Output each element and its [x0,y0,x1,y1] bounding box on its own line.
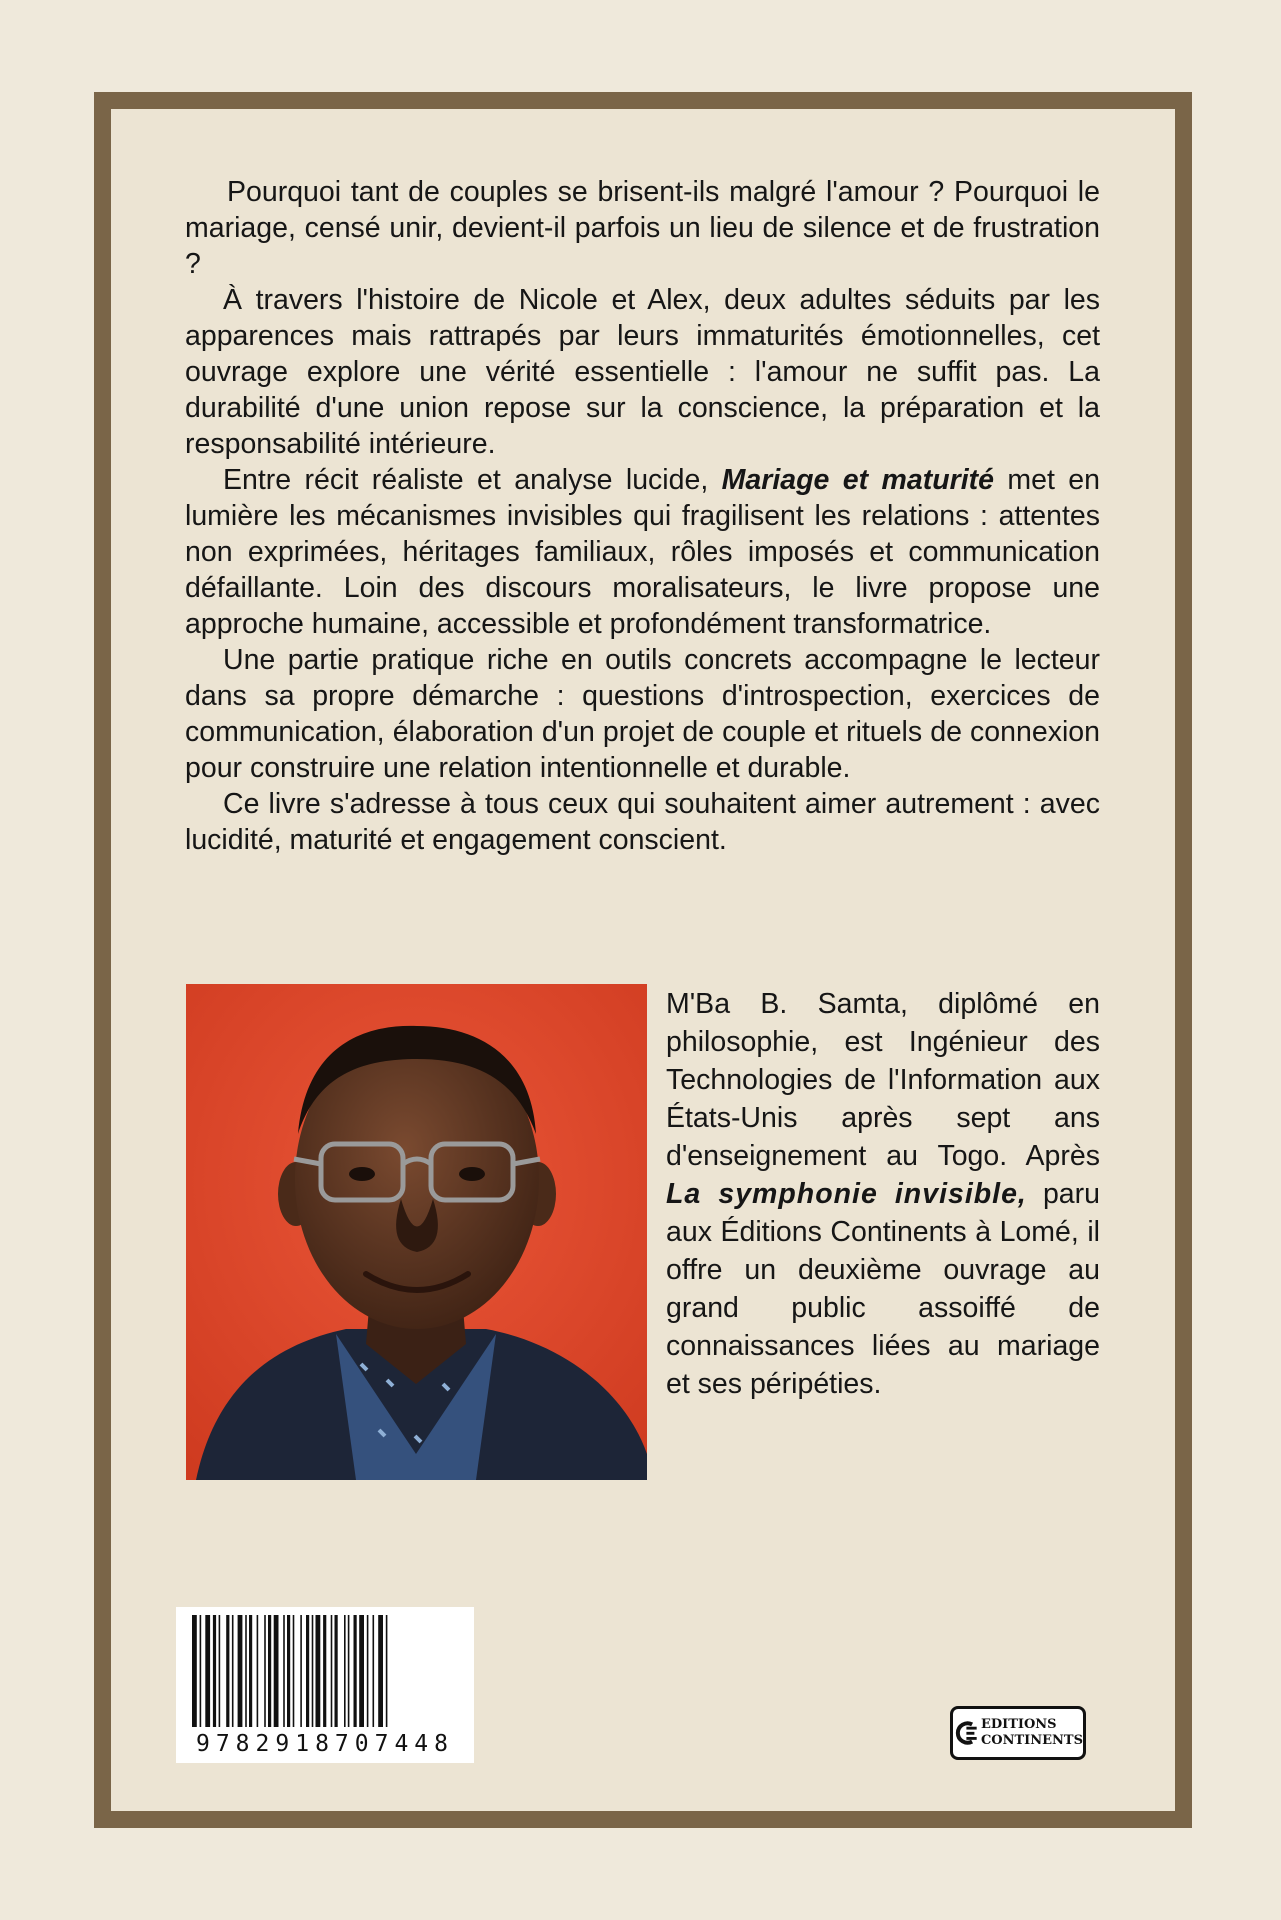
barcode-bar [274,1615,279,1727]
barcode-bar [293,1615,295,1727]
barcode-bar [344,1615,346,1727]
barcode-bar [306,1615,309,1727]
book-title: Mariage et maturité [721,464,994,496]
blurb-paragraph-3 [185,462,1100,642]
back-cover-blurb [185,174,1100,858]
publisher-logo-icon [955,1710,979,1756]
barcode-bar [378,1615,383,1727]
barcode-bar [316,1615,321,1727]
barcode-bar [323,1615,326,1727]
barcode-bar [312,1615,314,1727]
barcode-bar [200,1615,202,1727]
barcode-bar [226,1615,229,1727]
blurb-paragraph-5: Ce livre s'adresse à tous ceux qui souhaitent aimer autrement : avec lucidité, maturité et engagement conscient. [185,788,1100,856]
barcode-bars [176,1607,474,1735]
barcode-bar [205,1615,210,1727]
blurb-paragraph-4: Une partie pratique riche en outils concrets accompagne le lecteur dans sa propre démarche : questions d'introspection, exercices de communication, élaboration d'un projet de couple et rituels de connexion pour construire une relation intentionnelle et durable. [185,644,1100,784]
publisher-logo [950,1706,1086,1760]
barcode-bar [373,1615,375,1727]
blurb-paragraph-2: À travers l'histoire de Nicole et Alex, deux adultes séduits par les apparences mais rattrapés par leurs immaturités émotionnelles, cet ouvrage explore une vérité essentielle : l'amour ne suffit pas. La durabilité d'une union repose sur la conscience, la préparation et la responsabilité intérieure. [185,284,1100,460]
author-photo [186,984,647,1480]
barcode-bar [192,1615,197,1727]
barcode-bar [219,1615,221,1727]
author-bio-end: paru aux Éditions Continents à Lomé, il offre un deuxième ouvrage au grand public assoiffé de connaissances liées au mariage et ses péripéties. [666,1178,1100,1400]
barcode-bar [213,1615,216,1727]
publisher-name-line-2: CONTINENTS [980,1733,1083,1748]
barcode-bar [249,1615,252,1727]
author-portrait-icon [186,984,647,1480]
isbn-digits: 9782918707448 [195,1731,454,1757]
isbn-barcode [176,1607,474,1763]
barcode-bar [354,1615,357,1727]
author-bio-text [666,985,1100,1403]
barcode-bar [359,1615,364,1727]
barcode-bar [331,1615,333,1727]
blurb-paragraph-3-start: Entre récit réaliste et analyse lucide, [223,464,709,496]
barcode-bar [232,1615,234,1727]
blurb-paragraph-1: Pourquoi tant de couples se brisent-ils malgré l'amour ? Pourquoi le mariage, censé unir, devient-il parfois un lieu de silence et de frustration ? [185,176,1100,280]
barcode-bar [386,1615,388,1727]
barcode-bar [268,1615,271,1727]
barcode-bar [335,1615,338,1727]
barcode-bar [257,1615,259,1727]
publisher-name [981,1717,1083,1749]
barcode-bar [300,1615,302,1727]
barcode-bar [287,1615,290,1727]
blurb-paragraph-3-end: met en lumière les mécanismes invisibles qui fragilisent les relations : attentes non exprimées, héritages familiaux, rôles imposés et communication défaillante. Loin des discours moralisateurs, le livre propose une approche humaine, accessible et profondément transformatrice. [185,464,1100,640]
barcode-bar [245,1615,247,1727]
barcode-bar [348,1615,350,1727]
barcode-bar [283,1615,285,1727]
publisher-name-line-1: EDITIONS [980,1717,1057,1732]
barcode-bar [238,1615,243,1727]
author-bio-start: M'Ba B. Samta, diplômé en philosophie, est Ingénieur des Technologies de l'Information aux États-Unis après sept ans d'enseignement au Togo. Après [666,988,1100,1172]
barcode-bar [264,1615,266,1727]
author-bio [666,985,1100,1403]
previous-book-title: La symphonie invisible, [666,1178,1027,1210]
barcode-bar [367,1615,369,1727]
